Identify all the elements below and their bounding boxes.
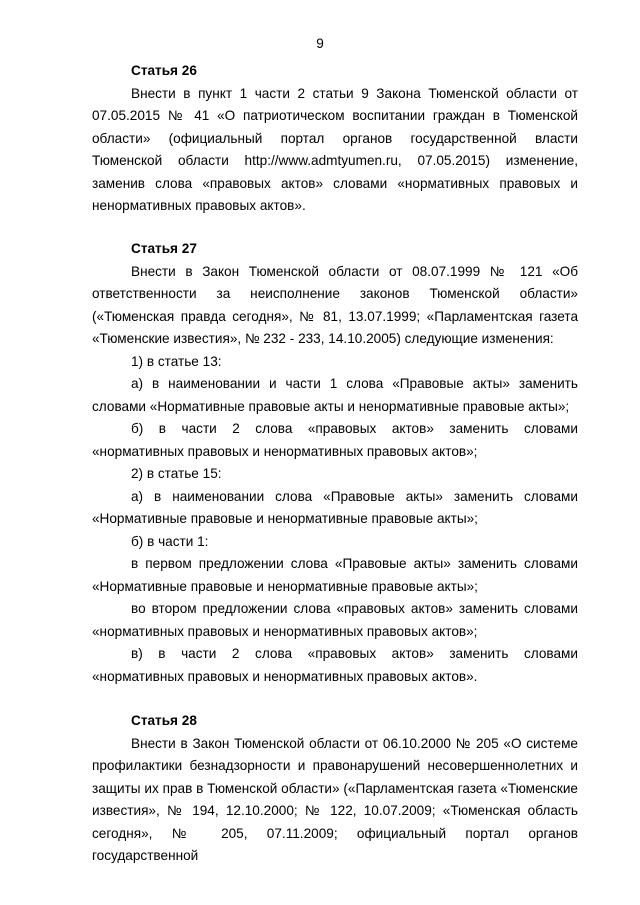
article-paragraph: б) в части 2 слова «правовых актов» заменить словами «нормативных правовых и ненормативных правовых актов»; [92,421,578,459]
article-28 [92,710,578,868]
article-26 [92,60,578,218]
article-paragraph: а) в наименовании и части 1 слова «Правовые акты» заменить словами «Нормативные правовые акты и ненормативные правовые акты»; [92,376,578,414]
article-paragraph: а) в наименовании слова «Правовые акты» заменить словами «Нормативные правовые и ненормативные правовые акты»; [92,488,578,526]
page-number: 9 [316,36,324,51]
article-paragraph: 1) в статье 13: [131,353,222,369]
article-paragraph: 2) в статье 15: [131,466,222,481]
article-paragraph: в) в части 2 слова «правовых актов» заменить словами «нормативных правовых и ненормативных правовых актов». [92,646,578,684]
article-paragraph: во втором предложении слова «правовых актов» заменить словами «нормативных правовых и ненормативных правовых актов»; [92,601,578,639]
article-paragraph: Внести в Закон Тюменской области от 08.07.1999 № 121 «Об ответственности за неисполнение законов Тюменской области» («Тюменская правда сегодня», № 81, 13.07.1999; «Парламентская газета «Тюменские известия», № 232 - 233, 14.10.2005) следующие изменения: [92,263,578,346]
article-27 [92,238,578,688]
article-paragraph: б) в части 1: [131,533,209,549]
article-heading: Статья 27 [131,241,197,256]
article-paragraph: в первом предложении слова «Правовые акты» заменить словами «Нормативные правовые и ненормативные правовые акты»; [92,556,578,594]
article-paragraph: Внести в Закон Тюменской области от 06.10.2000 № 205 «О системе профилактики безнадзорности и правонарушений несовершеннолетних и защиты их прав в Тюменской области» («Парламентская газета «Тюменские известия», № 194, 12.10.2000; № 122, 10.07.2009; «Тюменская область сегодня», № 205, 07.11.2009; официальный портал органов государственной [92,735,578,863]
article-paragraph: Внести в пункт 1 части 2 статьи 9 Закона Тюменской области от 07.05.2015 № 41 «О патриотическом воспитании граждан в Тюменской области» (официальный портал органов государственной власти Тюменской области http://www.admtyumen.ru, 07.05.2015) изменение, заменив слова «правовых актов» словами «нормативных правовых и ненормативных правовых актов». [92,85,578,213]
article-heading: Статья 26 [131,63,197,78]
article-heading: Статья 28 [131,713,197,728]
